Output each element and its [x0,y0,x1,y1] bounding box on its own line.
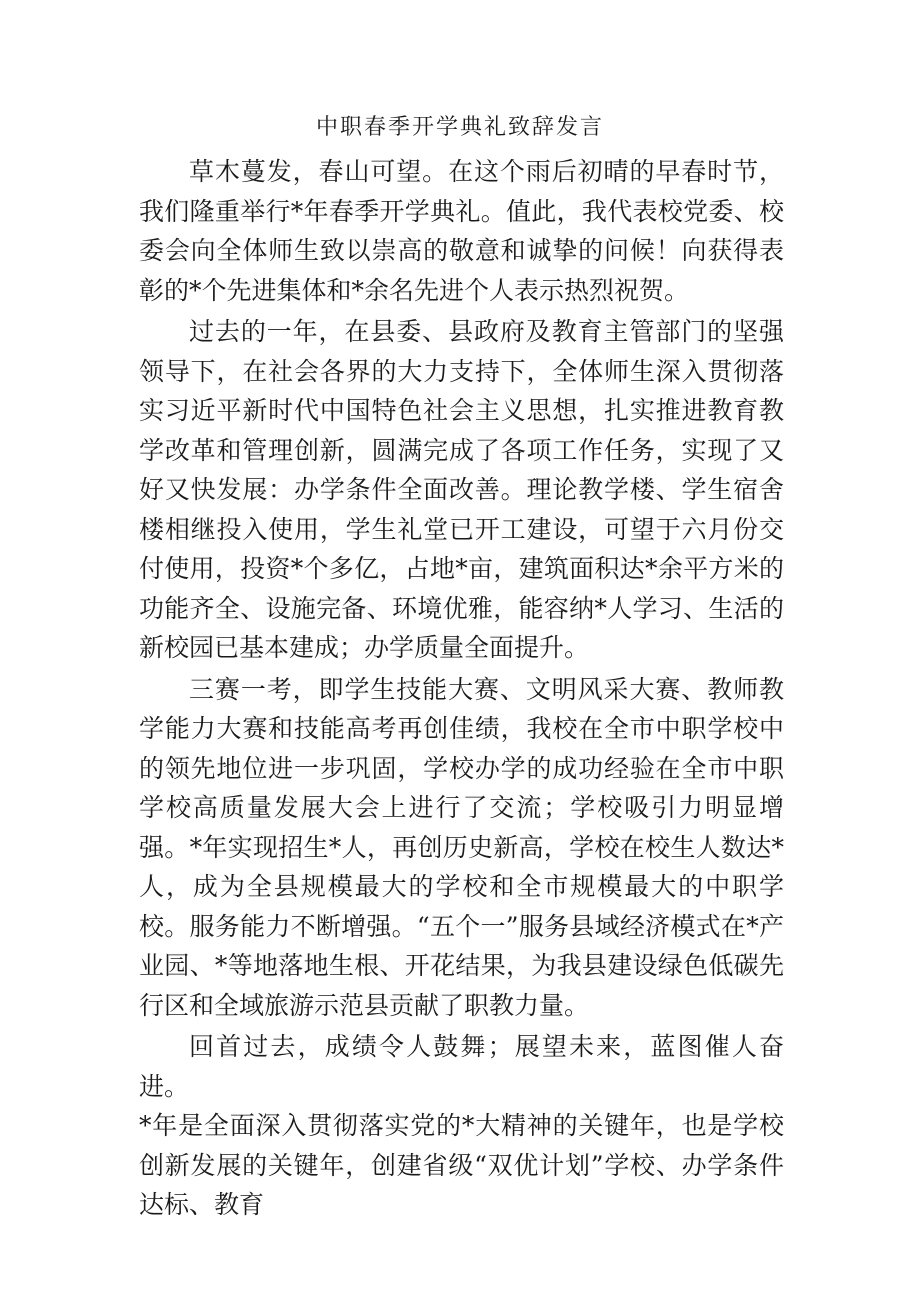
paragraph-key-year: *年是全面深入贯彻落实党的*大精神的关键年，也是学校创新发展的关键年，创建省级“双优计划”学校、办学条件达标、教育 [139,1111,784,1219]
paragraph-looking-forward: 回首过去，成绩令人鼓舞；展望未来，蓝图催人奋进。 [139,1032,784,1101]
document-title: 中职春季开学典礼致辞发言 [315,115,604,140]
paragraph-opening: 草木蔓发，春山可望。在这个雨后初晴的早春时节，我们隆重举行*年春季开学典礼。值此，我代表校党委、校委会向全体师生致以崇高的敬意和诚挚的问候！向获得表彰的*个先进集体和*余名先进个人表示热烈祝贺。 [139,157,784,305]
paragraph-achievements: 三赛一考，即学生技能大赛、文明风采大赛、教师教学能力大赛和技能高考再创佳绩，我校在全市中职学校中的领先地位进一步巩固，学校办学的成功经验在全市中职学校高质量发展大会上进行了交流；学校吸引力明显增强。*年实现招生*人，再创历史新高，学校在校生人数达*人，成为全县规模最大的学校和全市规模最大的中职学校。服务能力不断增强。“五个一”服务县域经济模式在*产业园、*等地落地生根、开花结果，为我县建设绿色低碳先行区和全域旅游示范县贡献了职教力量。 [139,674,784,1020]
document-body [139,152,784,1227]
paragraph-past-year: 过去的一年，在县委、县政府及教育主管部门的坚强领导下，在社会各界的大力支持下，全体师生深入贯彻落实习近平新时代中国特色社会主义思想，扎实推进教育教学改革和管理创新，圆满完成了各项工作任务，实现了又好又快发展：办学条件全面改善。理论教学楼、学生宿舍楼相继投入使用，学生礼堂已开工建设，可望于六月份交付使用，投资*个多亿，占地*亩，建筑面积达*余平方米的功能齐全、设施完备、环境优雅，能容纳*人学习、生活的新校园已基本建成；办学质量全面提升。 [139,317,784,662]
